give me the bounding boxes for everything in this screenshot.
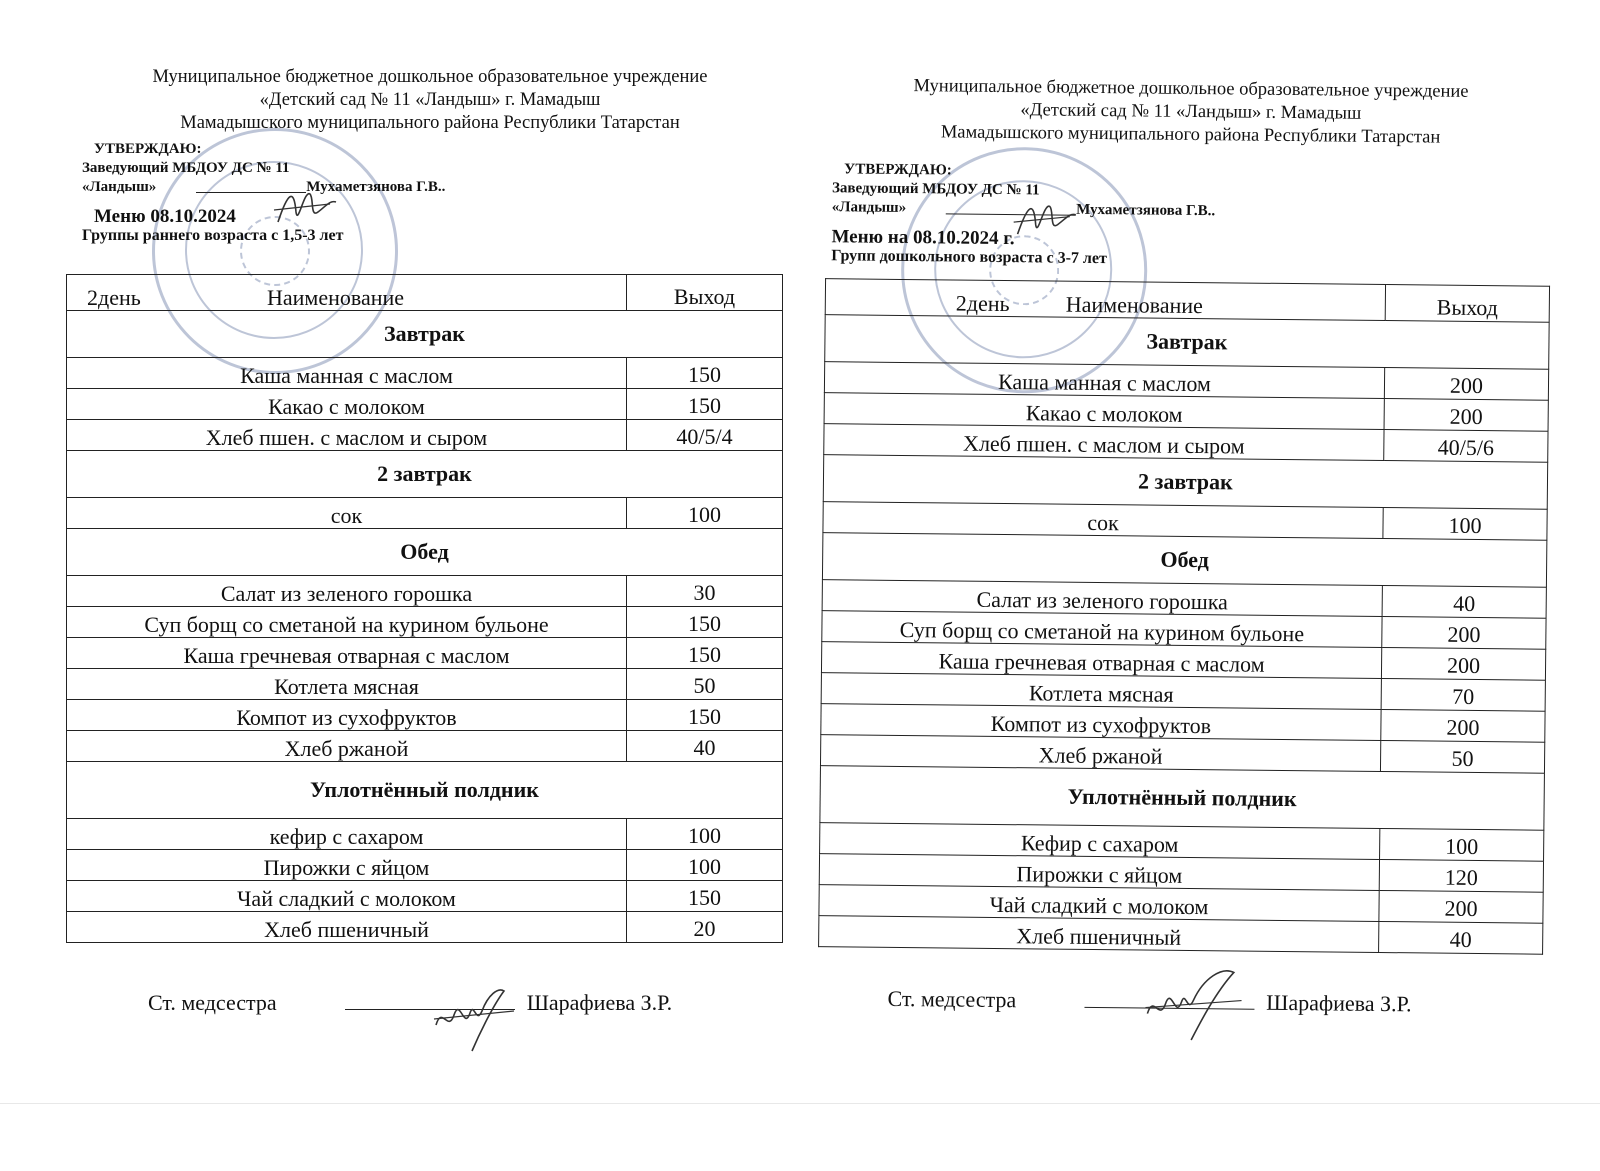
approval-head-name: Мухаметзянова Г.В.. (306, 179, 446, 195)
table-row (67, 731, 783, 762)
dish-name: Суп борщ со сметаной на курином бульоне (67, 607, 627, 638)
section-title: Обед (822, 533, 1546, 588)
dish-output: 150 (627, 607, 783, 638)
dish-output: 100 (627, 850, 783, 881)
dish-name: Салат из зеленого горошка (67, 576, 627, 607)
dish-output: 100 (627, 819, 783, 850)
section-title: Завтрак (67, 311, 783, 358)
dish-name: Пирожки с яйцом (819, 854, 1379, 891)
nurse-role: Ст. медсестра (887, 985, 1017, 1013)
dish-output: 200 (1382, 617, 1546, 650)
dish-output: 150 (627, 358, 783, 389)
dish-name: Хлеб пшен. с маслом и сыром (67, 420, 627, 451)
dish-name: Каша манная с маслом (67, 358, 627, 389)
header-name-cell (825, 279, 1385, 321)
dish-output: 40/5/6 (1384, 430, 1548, 463)
org-line-3: Мамадышского муниципального района Республики Татарстан (940, 122, 1441, 148)
head-signature (1009, 194, 1080, 245)
dish-output: 150 (627, 389, 783, 420)
table-row (67, 389, 783, 420)
table-header-row (67, 275, 783, 311)
dish-name: Котлета мясная (821, 673, 1381, 710)
header-name: Наименование (1065, 291, 1204, 319)
approval-position: Заведующий МБДОУ ДС № 11 (831, 180, 1040, 199)
approval-head-name: Мухаметзянова Г.В.. (1076, 201, 1216, 220)
nurse-signature (1141, 964, 1252, 1045)
dish-name: Чай сладкий с молоком (67, 881, 627, 912)
dish-output: 20 (627, 912, 783, 943)
organization-header (80, 66, 780, 135)
dish-name: сок (823, 502, 1383, 539)
dish-output: 120 (1379, 859, 1543, 892)
table-row (67, 576, 783, 607)
dish-output: 200 (1381, 648, 1545, 681)
dish-name: Хлеб пшеничный (819, 916, 1379, 953)
dish-name: Компот из сухофруктов (821, 704, 1381, 741)
dish-output: 40 (627, 731, 783, 762)
nurse-signature (430, 985, 520, 1055)
group-name: Группы раннего возраста с 1,5-3 лет (82, 227, 344, 244)
dish-output: 40 (1382, 586, 1546, 619)
dish-output: 100 (627, 498, 783, 529)
header-day: 2день (955, 290, 1010, 317)
header-output: Выход (1385, 285, 1549, 323)
approval-title: УТВЕРЖДАЮ: (844, 161, 952, 179)
nurse-role: Ст. медсестра (148, 990, 277, 1015)
section-title: Обед (67, 529, 783, 576)
dish-output: 70 (1381, 679, 1545, 712)
section-title: Уплотнённый полдник (820, 766, 1545, 831)
dish-name: Пирожки с яйцом (67, 850, 627, 881)
dish-name: Чай сладкий с молоком (819, 885, 1379, 922)
section-title: Завтрак (825, 315, 1549, 370)
table-row (67, 850, 783, 881)
section-title: Уплотнённый полдник (67, 762, 783, 819)
table-row (67, 638, 783, 669)
dish-name: Хлеб пшеничный (67, 912, 627, 943)
dish-name: сок (67, 498, 627, 529)
section-title: 2 завтрак (67, 451, 783, 498)
nurse-signature-block (148, 990, 672, 1016)
menu-table (66, 274, 783, 943)
section-title: 2 завтрак (823, 455, 1547, 510)
head-signature (270, 182, 340, 232)
table-row (67, 607, 783, 638)
approval-org-short: «Ландыш» (82, 179, 157, 195)
table-row (67, 700, 783, 731)
approval-org-short: «Ландыш» (831, 199, 907, 216)
dish-name: Каша манная с маслом (824, 362, 1384, 399)
table-row (819, 916, 1543, 955)
dish-name: Хлеб ржаной (67, 731, 627, 762)
approval-block (82, 140, 445, 245)
menu-table (818, 278, 1550, 955)
table-row (67, 881, 783, 912)
dish-output: 40/5/4 (627, 420, 783, 451)
nurse-name: Шарафиева З.Р. (526, 990, 673, 1015)
dish-output: 30 (627, 576, 783, 607)
table-row (67, 912, 783, 943)
dish-name: Каша гречневая отварная с маслом (67, 638, 627, 669)
org-line-2: «Детский сад № 11 «Ландыш» г. Мамадыш (259, 90, 601, 110)
table-row (67, 669, 783, 700)
dish-output: 200 (1384, 399, 1548, 432)
dish-output: 200 (1379, 890, 1543, 923)
org-line-3: Мамадышского муниципального района Республики Татарстан (180, 113, 680, 133)
header-name-cell (67, 275, 627, 311)
dish-output: 200 (1381, 709, 1545, 742)
header-output: Выход (627, 275, 783, 311)
dish-output: 100 (1380, 828, 1544, 861)
org-line-1: Муниципальное бюджетное дошкольное образовательное учреждение (913, 76, 1469, 102)
menu-date: Меню 08.10.2024 (94, 206, 236, 227)
nurse-name: Шарафиева З.Р. (1266, 989, 1412, 1017)
header-day: 2день (87, 285, 141, 310)
approval-title: УТВЕРЖДАЮ: (94, 141, 202, 157)
dish-name: Какао с молоком (824, 393, 1384, 430)
dish-name: кефир с сахаром (67, 819, 627, 850)
dish-name: Кефир с сахаром (820, 823, 1380, 860)
dish-name: Хлеб ржаной (820, 735, 1380, 772)
table-row (67, 358, 783, 389)
table-row (67, 498, 783, 529)
dish-name: Компот из сухофруктов (67, 700, 627, 731)
dish-output: 150 (627, 638, 783, 669)
dish-output: 50 (1380, 740, 1544, 773)
dish-name: Котлета мясная (67, 669, 627, 700)
header-name: Наименование (267, 285, 405, 310)
dish-output: 150 (627, 881, 783, 912)
dish-name: Какао с молоком (67, 389, 627, 420)
dish-output: 50 (627, 669, 783, 700)
dish-name: Каша гречневая отварная с маслом (821, 642, 1381, 679)
menu-sheet-early-age (60, 0, 800, 1163)
menu-date: Меню на 08.10.2024 г. (831, 226, 1015, 250)
org-line-1: Муниципальное бюджетное дошкольное образовательное учреждение (152, 67, 708, 87)
table-row (67, 819, 783, 850)
table-row (67, 420, 783, 451)
dish-output: 150 (627, 700, 783, 731)
approval-position: Заведующий МБДОУ ДС № 11 (82, 160, 290, 176)
menu-sheet-preschool (800, 0, 1552, 1171)
group-name: Групп дошкольного возраста с 3-7 лет (831, 247, 1108, 268)
dish-name: Салат из зеленого горошка (822, 580, 1382, 617)
org-line-2: «Детский сад № 11 «Ландыш» г. Мамадыш (1020, 100, 1362, 124)
dish-output: 40 (1379, 921, 1543, 954)
dish-name: Хлеб пшен. с маслом и сыром (824, 424, 1384, 461)
dish-output: 100 (1383, 508, 1547, 541)
organization-header (841, 74, 1542, 150)
dish-output: 200 (1384, 368, 1548, 401)
dish-name: Суп борщ со сметаной на курином бульоне (822, 611, 1382, 648)
